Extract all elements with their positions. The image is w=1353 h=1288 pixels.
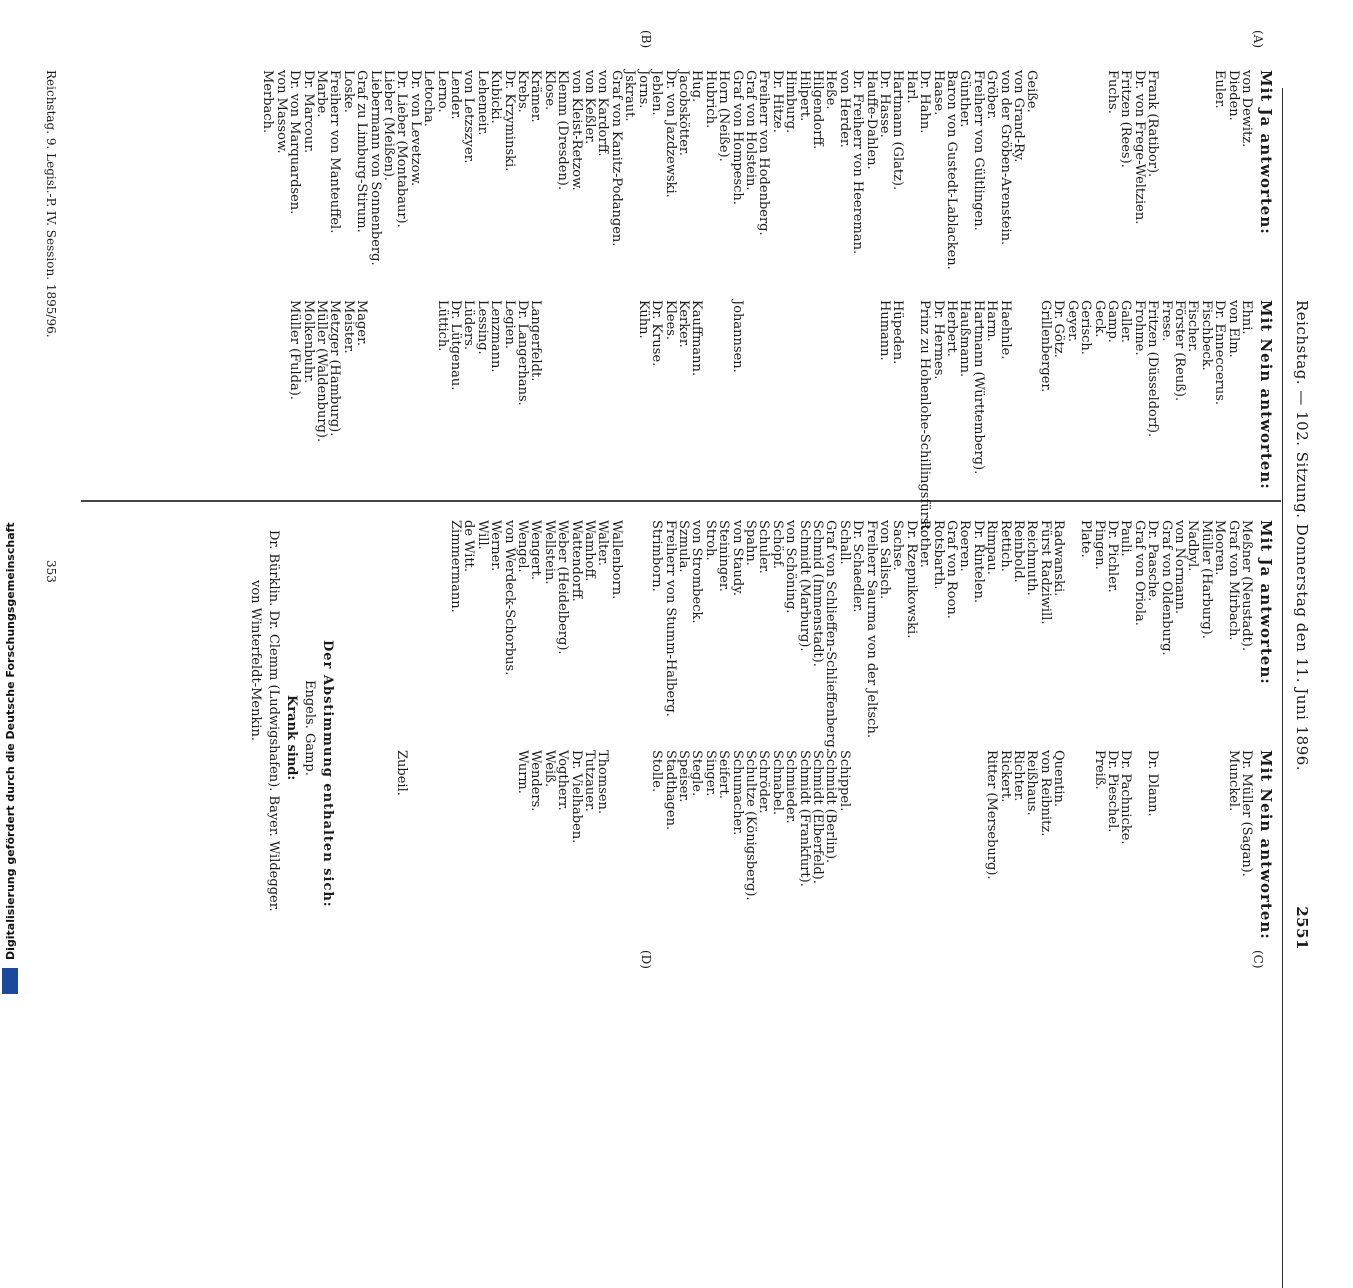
list-item: Krämer. — [528, 70, 544, 123]
list-item: Dr. Krzyminski. — [501, 70, 517, 172]
list-item: von Normann. — [1171, 520, 1187, 615]
list-item: Hilpert. — [796, 70, 812, 122]
list-item: Seifert. — [716, 750, 732, 799]
list-item — [1159, 70, 1172, 270]
list-item — [408, 750, 421, 901]
list-item: Mooren. — [1212, 520, 1228, 576]
margin-mark-d: (D) — [639, 950, 653, 969]
list-item — [623, 750, 636, 901]
list-item: Wamhoff. — [582, 520, 598, 582]
list-item: Graf von Oldenburg. — [1158, 520, 1174, 656]
list-item: von Salisch. — [877, 520, 893, 600]
list-item: Pauli. — [1118, 520, 1134, 557]
list-item: Vogtherr. — [555, 750, 571, 811]
sick-names-2: von Winterfeldt-Menkin. — [248, 580, 263, 741]
list-item: von Dewitz. — [1239, 70, 1254, 148]
list-item: Graf von Roon. — [944, 520, 960, 619]
list-item: von Massow. — [273, 70, 289, 154]
list-item: Klees. — [662, 300, 678, 341]
list-item: Nadbyl. — [1185, 520, 1201, 572]
list-item: Klose. — [541, 70, 557, 111]
list-item: Schuler. — [756, 520, 772, 574]
list-item — [1079, 70, 1092, 270]
list-item — [797, 300, 810, 534]
list-item: Lüders. — [461, 300, 477, 351]
list-item — [623, 520, 636, 752]
list-item: Dr. Enneccerus. — [1212, 300, 1228, 406]
list-item: Meister. — [340, 300, 356, 354]
list-item — [811, 300, 824, 534]
list-item — [931, 750, 944, 901]
list-item: Wallenborn. — [608, 520, 624, 600]
list-item: Schmidt (Marburg). — [796, 520, 812, 652]
abstention-heading: Der Abstimmung enthalten sich: — [320, 640, 335, 908]
list-item: Müller (Harburg). — [1198, 520, 1214, 639]
left-ja-list — [261, 70, 1253, 270]
list-item — [1159, 750, 1172, 901]
list-item: Lieber (Meißen). — [381, 70, 396, 182]
list-item: Werner. — [488, 520, 504, 572]
list-item: Rickert. — [997, 750, 1013, 803]
list-item: Graf von Kanitz-Podangen. — [608, 70, 624, 247]
list-item: Jskraut. — [622, 70, 638, 122]
list-item: Dr. Hahn. — [917, 70, 933, 134]
list-item: Jorns. — [635, 70, 651, 109]
list-item: Reißhaus. — [1024, 750, 1040, 816]
list-item: Roeren. — [957, 520, 973, 572]
list-item: Frank (Ratibor). — [1145, 70, 1161, 178]
list-item — [891, 750, 904, 901]
list-item — [368, 300, 381, 534]
list-item: Dr. Pieschel. — [1104, 750, 1120, 833]
list-item — [1079, 750, 1092, 901]
list-item: Wellstein. — [541, 520, 557, 585]
list-item — [1132, 750, 1145, 901]
list-item: Steininger. — [716, 520, 732, 592]
list-item — [610, 300, 623, 534]
list-item: Graf von Oriola. — [1131, 520, 1147, 626]
list-item: Hüpeden. — [890, 300, 906, 365]
list-item: Dr. Kruse. — [649, 300, 665, 367]
list-item: Weber (Heidelberg). — [555, 520, 571, 655]
list-item: Rotsbarth. — [930, 520, 946, 590]
right-ja-list — [449, 520, 1253, 752]
list-item — [1039, 70, 1052, 270]
list-item: Dr. Pachnicke. — [1118, 750, 1134, 845]
dfg-sidebar-svg — [0, 0, 20, 1000]
list-item: Dr. von Levetzow. — [407, 70, 423, 187]
list-item: Will. — [474, 520, 490, 550]
list-item: Galler. — [1118, 300, 1134, 344]
list-item: Schmidt (Elberfeld). — [810, 750, 825, 884]
list-item: Dr. Hitze. — [769, 70, 785, 133]
list-item — [757, 300, 770, 534]
list-item — [1065, 70, 1078, 270]
list-item: Lessing. — [474, 300, 490, 355]
list-item: Spahn. — [742, 520, 758, 566]
list-item: von Letzszyer. — [461, 70, 477, 164]
list-item: Krebs. — [515, 70, 531, 113]
list-item: Molkenbuhr. — [300, 300, 316, 384]
list-item: von Grand-Ry. — [1011, 70, 1027, 163]
list-item: Lüttich. — [434, 300, 450, 352]
abstention-names: Engels. Gamp. — [302, 680, 317, 776]
list-item — [475, 750, 488, 901]
list-item — [1012, 300, 1025, 534]
list-item: von Elm. — [1225, 300, 1241, 358]
list-item: von Reibnitz. — [1037, 750, 1053, 837]
list-item: Munckel. — [1225, 750, 1241, 812]
list-item: Schmieder. — [783, 750, 799, 824]
page-header — [1287, 50, 1311, 950]
list-item — [1186, 70, 1199, 270]
list-item: Metzger (Hamburg). — [327, 300, 343, 437]
list-item: Dr. von Marquardsen. — [287, 70, 303, 215]
margin-mark-a: (A) — [1251, 30, 1265, 49]
list-item: Schippel. — [836, 750, 852, 812]
list-item: Radwanski. — [1051, 520, 1067, 597]
list-item: Hartmann (Württemberg). — [970, 300, 986, 475]
list-item — [1025, 300, 1038, 534]
list-item: Haase. — [930, 70, 946, 116]
list-item — [744, 300, 757, 534]
right-nein-list — [395, 750, 1253, 901]
list-item: Baron von Gustedt-Lablacken. — [944, 70, 960, 270]
list-item: Dr. Marcour. — [300, 70, 316, 154]
list-item: Hartmann (Glatz). — [890, 70, 906, 191]
list-item: Graf zu Limburg-Stirum. — [354, 70, 370, 233]
list-item: Walter. — [595, 520, 611, 566]
list-item: Heße. — [823, 70, 839, 110]
list-item: Harl. — [903, 70, 919, 104]
list-item — [395, 300, 408, 534]
list-item — [1052, 70, 1065, 270]
list-item: Klemm (Dresden). — [555, 70, 571, 191]
list-item: Dr. Lütgenau. — [448, 300, 464, 391]
list-item: de Witt. — [461, 520, 477, 573]
list-item: Gamp. — [1104, 300, 1120, 343]
list-item: Geck. — [1091, 300, 1107, 338]
list-item: von Schöning. — [783, 520, 799, 614]
header-rule — [1282, 88, 1283, 1288]
list-item: Meßner (Neustadt). — [1239, 520, 1254, 652]
list-item: Dr. Vielhaben. — [568, 750, 584, 844]
list-item — [1213, 750, 1226, 901]
list-item: Schnabel. — [769, 750, 785, 815]
list-item: Freiherr von Gültlingen. — [970, 70, 986, 231]
list-item: Fischbeck. — [1198, 300, 1214, 371]
list-item: Ehni. — [1239, 300, 1254, 335]
left-nein-list — [288, 300, 1253, 534]
list-item — [851, 300, 864, 534]
list-item: Kühn. — [635, 300, 651, 339]
list-item: Loske. — [340, 70, 356, 113]
list-item — [422, 300, 435, 534]
header-title: Reichstag. — 102. Sitzung. Donnerstag den 11. Juni 1896. — [1293, 300, 1311, 772]
list-item: Rother. — [917, 520, 933, 568]
list-item: Humann. — [877, 300, 893, 361]
list-item: Fürst Radziwill. — [1037, 520, 1053, 625]
list-item: Dr. von Frege-Weltzien. — [1131, 70, 1147, 225]
list-item — [449, 750, 462, 901]
list-item: von der Gröben-Arenstein. — [997, 70, 1013, 246]
list-item: Szmula. — [675, 520, 691, 573]
list-item: Graf von Schlieffen-Schlieffenberg. — [823, 520, 839, 752]
list-item: Legien. — [501, 300, 517, 350]
list-item — [864, 750, 877, 901]
list-item: Dr. Rzepnikowski. — [903, 520, 919, 639]
list-item: Freiherr von Manteuffel. — [327, 70, 343, 234]
list-item: Speiser. — [675, 750, 691, 803]
list-item: Schmidt (Berlin). — [823, 750, 839, 864]
list-item: Kerker. — [675, 300, 691, 348]
list-item: Schumacher. — [729, 750, 745, 836]
list-item: Marbe. — [313, 70, 329, 118]
list-item: Plate. — [1078, 520, 1094, 558]
list-item: Dr. Schaedler. — [850, 520, 866, 613]
page-number: 2551 — [1293, 906, 1311, 950]
list-item — [569, 300, 582, 534]
list-item: Lenzmann. — [488, 300, 504, 373]
list-item — [784, 300, 797, 534]
list-item — [1173, 750, 1186, 901]
list-item: Horn (Neiße). — [716, 70, 732, 162]
right-ja-heading: Mit Ja antworten: — [1257, 520, 1275, 685]
list-item: Thomsen. — [595, 750, 611, 815]
list-item: Wattendorff. — [568, 520, 584, 602]
list-item: Zubeil. — [394, 750, 410, 796]
right-nein-heading: Mit Nein antworten: — [1257, 750, 1275, 940]
list-item: von Kardorff. — [595, 70, 611, 157]
list-item: Grillenberger. — [1037, 300, 1053, 393]
sick-heading: Krank sind: — [284, 695, 299, 781]
list-item — [636, 520, 649, 752]
list-item: Wengert. — [528, 520, 544, 580]
list-item: Quentin. — [1051, 750, 1067, 807]
margin-mark-b: (B) — [639, 30, 653, 49]
list-item: von Keßler. — [582, 70, 598, 145]
list-item — [837, 300, 850, 534]
list-item: Freiherr von Hodenberg. — [756, 70, 772, 236]
list-item: Wenders. — [528, 750, 544, 812]
list-item: Reinbold. — [1011, 520, 1027, 583]
list-item — [864, 300, 877, 534]
list-item: Freiherr von Stumm-Halberg. — [662, 520, 678, 717]
list-item — [703, 300, 716, 534]
list-item: Preiß. — [1091, 750, 1107, 790]
list-item — [904, 300, 917, 534]
list-item: Dr. von Jazdzewski. — [662, 70, 678, 198]
list-item: Frese. — [1158, 300, 1174, 342]
list-item: Günther. — [957, 70, 973, 128]
list-item — [542, 300, 555, 534]
list-item: von Herder. — [836, 70, 852, 148]
list-item: Zimmermann. — [448, 520, 464, 613]
list-item: Ritter (Merseburg). — [984, 750, 1000, 880]
list-item: Kauffmann. — [689, 300, 705, 377]
list-item: Fritzen (Düsseldorf). — [1145, 300, 1161, 438]
list-item — [636, 750, 649, 901]
list-item: Frohme. — [1131, 300, 1147, 356]
list-item — [502, 750, 515, 901]
list-item: Lehemeir. — [474, 70, 490, 136]
list-item — [435, 750, 448, 901]
list-item — [918, 750, 931, 901]
list-item: Himburg. — [783, 70, 799, 134]
list-item: Tutzauer. — [582, 750, 598, 812]
list-item — [1199, 70, 1212, 270]
footnote: Reichstag. 9. Legisl.-P. IV. Session. 1895/96. — [44, 70, 58, 338]
list-item: Stegle. — [689, 750, 705, 797]
list-item: Pingen. — [1091, 520, 1107, 570]
list-item — [623, 300, 636, 534]
list-item: Förster (Reuß). — [1171, 300, 1187, 402]
list-item: von Strombeck. — [689, 520, 705, 624]
list-item: Weiß. — [541, 750, 557, 787]
list-item: Johannsen. — [729, 300, 745, 373]
left-nein-heading: Mit Nein antworten: — [1257, 300, 1275, 490]
list-item: Schall. — [836, 520, 852, 565]
list-item — [1173, 70, 1186, 270]
list-item: Schröder. — [756, 750, 772, 814]
dfg-logo-icon — [2, 968, 18, 994]
list-item: Fischer. — [1185, 300, 1201, 353]
list-item: Haehnle. — [997, 300, 1013, 360]
list-item: Dr. Dlann. — [1145, 750, 1161, 817]
left-ja-heading: Mit Ja antworten: — [1257, 70, 1275, 235]
list-item: Müller (Waldenburg). — [313, 300, 329, 443]
list-item: Wengel. — [515, 520, 531, 573]
list-item: Sachse. — [890, 520, 906, 571]
list-item — [904, 750, 917, 901]
list-item: Hubrich. — [702, 70, 718, 129]
list-item: Stroh. — [702, 520, 718, 561]
list-item: Hauffe-Dahlen. — [863, 70, 879, 170]
list-item — [1199, 750, 1212, 901]
list-item: Herbert. — [944, 300, 960, 357]
list-item: Fritzen (Rees). — [1118, 70, 1134, 168]
list-item: Stadthagen. — [662, 750, 678, 831]
list-item: Harm. — [984, 300, 1000, 342]
list-item — [851, 750, 864, 901]
list-item: Merbach. — [260, 70, 276, 134]
list-item: Dr. Rintelen. — [970, 520, 986, 604]
list-item — [945, 750, 958, 901]
list-item: Schmidt (Frankfurt). — [796, 750, 812, 887]
list-item: Dr. Pichler. — [1104, 520, 1120, 593]
list-item: Strimborn. — [649, 520, 665, 592]
list-item: Jeblen. — [649, 70, 665, 116]
list-item: Müller (Fulda). — [287, 300, 303, 400]
list-item — [596, 300, 609, 534]
list-item — [408, 300, 421, 534]
list-item: Lerno. — [434, 70, 450, 113]
list-item: Hilgendorff. — [810, 70, 825, 150]
list-item: Graf von Mirbach. — [1225, 520, 1241, 641]
list-item — [382, 300, 395, 534]
list-item: Dr. Paasche. — [1145, 520, 1161, 602]
list-item: Euler. — [1212, 70, 1228, 109]
list-item: Freiherr Saurma von der Jeltsch. — [863, 520, 879, 738]
list-item: Rettich. — [997, 520, 1013, 572]
list-item: Richter. — [1011, 750, 1027, 802]
list-item — [462, 750, 475, 901]
list-item: Letocha. — [421, 70, 437, 127]
list-item — [422, 750, 435, 901]
list-item: Reichmuth. — [1024, 520, 1040, 596]
list-item: Liebermann von Sonnenberg. — [367, 70, 383, 266]
list-item: Graf von Holstein. — [742, 70, 758, 191]
dfg-sidebar — [0, 0, 20, 1000]
list-item — [556, 300, 569, 534]
list-item: von Kleist-Retzow. — [568, 70, 584, 191]
list-item: von Staudy. — [729, 520, 745, 597]
list-item — [824, 300, 837, 534]
list-item — [971, 750, 984, 901]
list-item: Geyer. — [1064, 300, 1080, 343]
dfg-sidebar-text: Digitalisierung gefördert durch die Deutsche Forschungsgemeinschaft — [4, 522, 17, 960]
list-item: Langerfeldt. — [528, 300, 544, 382]
list-item: Dr. Lieber (Montabaur). — [394, 70, 410, 228]
list-item: von Werdeck-Schorbus. — [501, 520, 517, 676]
list-item: Prinz zu Hohenlohe-Schillingsfürst. — [917, 300, 933, 534]
list-item: Rimpau. — [984, 520, 1000, 575]
list-item: Geiße. — [1024, 70, 1040, 113]
list-item: Dr. Götz. — [1051, 300, 1067, 358]
footer-page-number: 353 — [44, 560, 58, 583]
list-item — [717, 300, 730, 534]
list-item: Dieden. — [1225, 70, 1241, 121]
list-item: Dr. Freiherr von Heereman. — [850, 70, 866, 255]
list-item: Hug. — [689, 70, 705, 103]
list-item: Dr. Hasse. — [877, 70, 893, 138]
list-item — [610, 750, 623, 901]
list-item — [878, 750, 891, 901]
list-item: Jacobskötter. — [675, 70, 691, 156]
list-item: Gerisch. — [1078, 300, 1094, 355]
list-item: Schmid (Immenstadt). — [810, 520, 825, 667]
margin-mark-c: (C) — [1251, 950, 1265, 969]
list-item: Gröber. — [984, 70, 1000, 120]
list-item — [489, 750, 502, 901]
list-item: Schöpf. — [769, 520, 785, 570]
list-item: Lender. — [448, 70, 464, 120]
list-item: Haußmann. — [957, 300, 973, 378]
list-item — [1092, 70, 1105, 270]
list-item: Dr. Hermes. — [930, 300, 946, 380]
list-item: Kubicki. — [488, 70, 504, 124]
list-item — [583, 300, 596, 534]
list-item: Graf von Hompesch. — [729, 70, 745, 205]
list-item — [770, 300, 783, 534]
list-item: Mager. — [354, 300, 370, 346]
list-item: Fuchs. — [1104, 70, 1120, 114]
list-item: Singer. — [702, 750, 718, 797]
list-item — [1065, 750, 1078, 901]
list-item: Dr. Langerhans. — [515, 300, 531, 406]
list-item — [958, 750, 971, 901]
list-item: Wurm. — [515, 750, 531, 794]
list-item: Schultze (Königsberg). — [742, 750, 758, 901]
list-item — [1186, 750, 1199, 901]
list-item: Stolle. — [649, 750, 665, 793]
sick-names: Dr. Bürklin. Dr. Clemm (Ludwigshafen). Bayer. Wildegger. — [266, 530, 281, 912]
list-item: Dr. Müller (Sagan). — [1239, 750, 1254, 877]
list-item — [1065, 520, 1078, 752]
